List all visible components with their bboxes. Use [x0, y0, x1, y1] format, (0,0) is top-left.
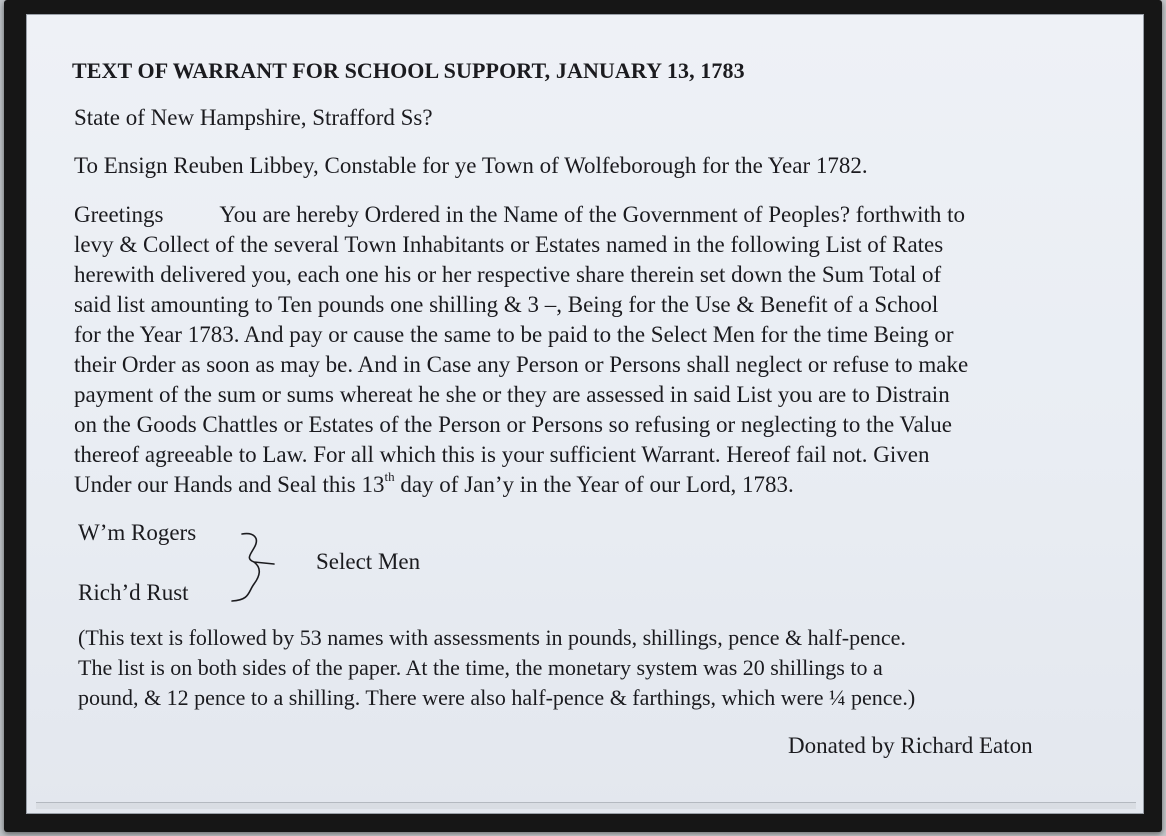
paper-bottom-edge: [36, 802, 1136, 809]
warrant-body: [74, 200, 968, 500]
donor-credit: Donated by Richard Eaton: [788, 733, 1033, 758]
address-line: To Ensign Reuben Libbey, Constable for ye Town of Wolfeborough for the Year 1782.: [74, 153, 868, 178]
note-line: pound, & 12 pence to a shilling. There were also half-pence & farthings, which were ¼ pence.): [78, 685, 916, 710]
ordinal-suffix: th: [384, 469, 395, 485]
body-line-text: Under our Hands and Seal this 13: [74, 472, 385, 497]
greeting-word: Greetings: [74, 202, 164, 227]
body-line-text: day of Jan’y in the Year of our Lord, 1783.: [394, 472, 794, 497]
body-line: their Order as soon as may be. And in Case any Person or Persons shall neglect or refuse to make: [74, 352, 969, 377]
state-line: State of New Hampshire, Strafford Ss?: [74, 105, 433, 130]
signer-rust: Rich’d Rust: [78, 580, 189, 605]
signer-role: Select Men: [316, 549, 421, 574]
body-line: [74, 200, 968, 230]
document-title: TEXT OF WARRANT FOR SCHOOL SUPPORT, JANUARY 13, 1783: [72, 58, 745, 83]
body-line: herewith delivered you, each one his or her respective share therein set down the Sum Total of: [74, 262, 942, 287]
explanatory-note: [78, 623, 915, 713]
body-line: for the Year 1783. And pay or cause the same to be paid to the Select Men for the time Being or: [74, 322, 954, 347]
brace-icon: [228, 528, 280, 608]
body-line: on the Goods Chattles or Estates of the Person or Persons so refusing or neglecting to the Value: [74, 412, 952, 437]
body-line: payment of the sum or sums whereat he she or they are assessed in said List you are to Distrain: [74, 382, 950, 407]
body-line: thereof agreeable to Law. For all which this is your sufficient Warrant. Hereof fail not. Given: [74, 442, 930, 467]
signer-rogers: W’m Rogers: [78, 520, 197, 545]
body-line: [74, 470, 968, 500]
body-line: levy & Collect of the several Town Inhabitants or Estates named in the following List of Rates: [74, 232, 944, 257]
body-line: said list amounting to Ten pounds one shilling & 3 –, Being for the Use & Benefit of a School: [74, 292, 939, 317]
note-line: The list is on both sides of the paper. At the time, the monetary system was 20 shillings to a: [78, 655, 883, 680]
body-line-text: You are hereby Ordered in the Name of the Government of Peoples? forthwith to: [219, 202, 966, 227]
note-line: (This text is followed by 53 names with assessments in pounds, shillings, pence & half-pence.: [78, 625, 906, 650]
